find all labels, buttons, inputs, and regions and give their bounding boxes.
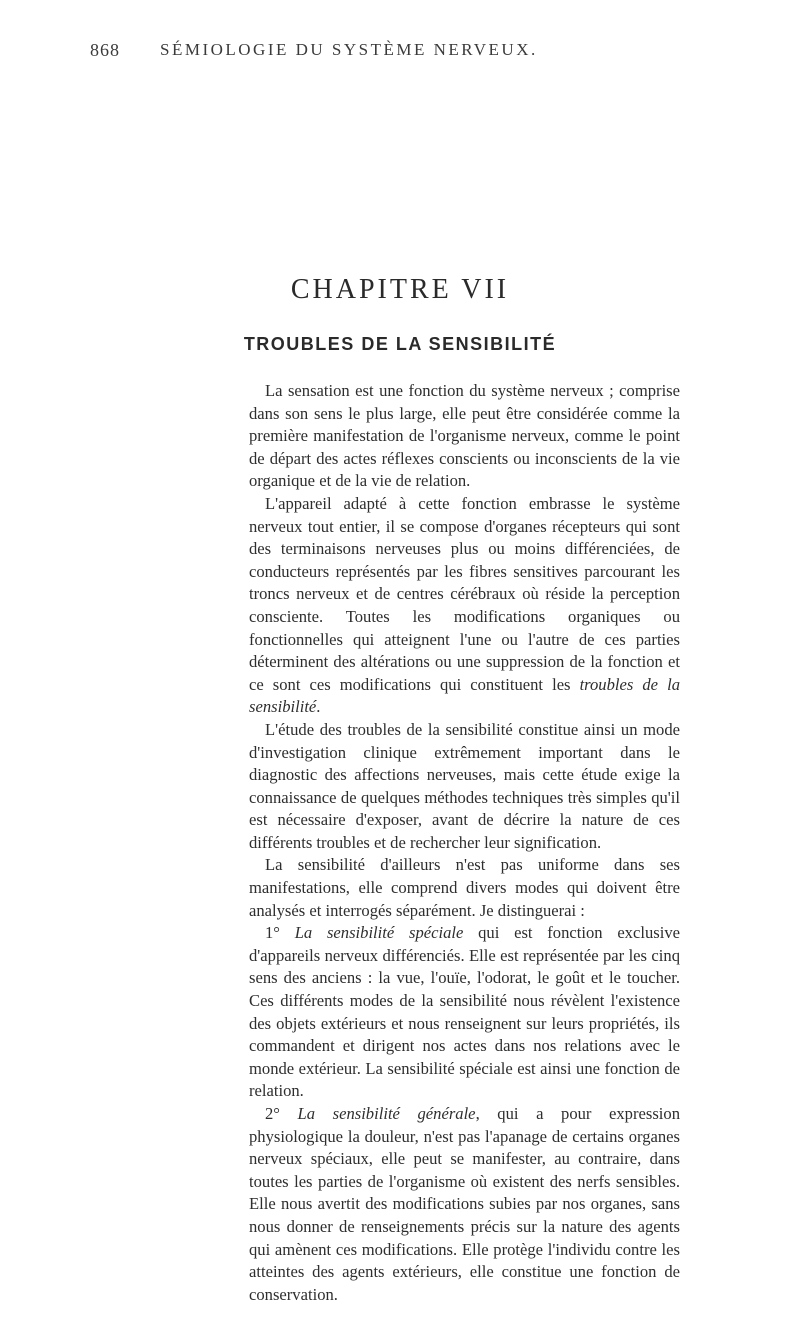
paragraph-6-number: 2° (265, 1104, 298, 1123)
paragraph-2-end: . (316, 697, 321, 717)
paragraph-2-emphasis: troubles de la sensibilité (249, 674, 680, 717)
paragraph-6 (249, 1103, 680, 1306)
paragraph-2 (249, 493, 680, 719)
paragraph-5-number: 1° (265, 923, 295, 943)
running-title: SÉMIOLOGIE DU SYSTÈME NERVEUX. (160, 40, 538, 59)
running-header (90, 40, 790, 70)
chapter-title: CHAPITRE VII (290, 274, 510, 305)
paragraph-5 (249, 922, 680, 1103)
chapter-subtitle: TROUBLES DE LA SENSIBILITÉ (243, 334, 557, 354)
body-text (249, 380, 680, 1306)
paragraph-3: L'étude des troubles de la sensibilité constitue ainsi un mode d'investigation clinique extrêmement important dans le diagnostic des affections nerveuses, mais cette étude exige la connaissance de quelques méthodes techniques très simples qu'il est nécessaire d'exposer, avant de décrire la nature de ces différents troubles et de rechercher leur signification. (249, 719, 680, 852)
paragraph-2-text: L'appareil adapté à cette fonction embrasse le système nerveux tout entier, il se compose d'organes récepteurs qui sont des terminaisons nerveuses plus ou moins différenciées, de conducteurs représentés par les fibres sensitives parcourant les troncs nerveux et de centres cérébraux où réside la perception consciente. Toutes les modifications organiques ou fonctionnelles qui atteignent l'une ou l'autre de ces parties déterminent des altérations ou une suppression de la fonction et ce sont ces modifications qui constituent les (249, 493, 680, 694)
page-number: 868 (90, 40, 120, 60)
paragraph-1: La sensation est une fonction du système nerveux ; comprise dans son sens le plus large, elle peut être considérée comme la première manifestation de l'organisme nerveux, comme le point de départ des actes réflexes conscients ou inconscients de la vie organique et de la vie de relation. (249, 381, 680, 491)
paragraph-6-emphasis: La sensibilité générale (297, 1104, 476, 1123)
paragraph-4: La sensibilité d'ailleurs n'est pas uniforme dans ses manifestations, elle comprend divers modes qui doivent être analysés et interrogés séparément. Je distinguerai : (249, 855, 680, 920)
paragraph-6-text: , qui a pour expression physiologique la douleur, n'est pas l'apanage de certains organes nerveux spéciaux, elle peut se manifester, au contraire, dans toutes les parties de l'organisme où existent des nerfs sensibles. Elle nous avertit des modifications subies par nos organes, sans nous donner de renseignements précis sur la nature des agents qui amènent ces modifications. Elle protège l'individu contre les atteintes des agents extérieurs, elle constitue une fonction de conservation. (249, 1104, 680, 1304)
paragraph-5-text: qui est fonction exclusive d'appareils nerveux différenciés. Elle est représentée par les cinq sens des anciens : la vue, l'ouïe, l'odorat, le goût et le toucher. Ces différents modes de la sensibilité nous révèlent l'existence des objets extérieurs et nous renseignent sur leurs propriétés, ils commandent et dirigent nos actes dans nos relations avec le monde extérieur. La sensibilité spéciale est ainsi une fonction de relation. (249, 923, 680, 1101)
paragraph-5-emphasis: La sensibilité spéciale (294, 923, 464, 943)
